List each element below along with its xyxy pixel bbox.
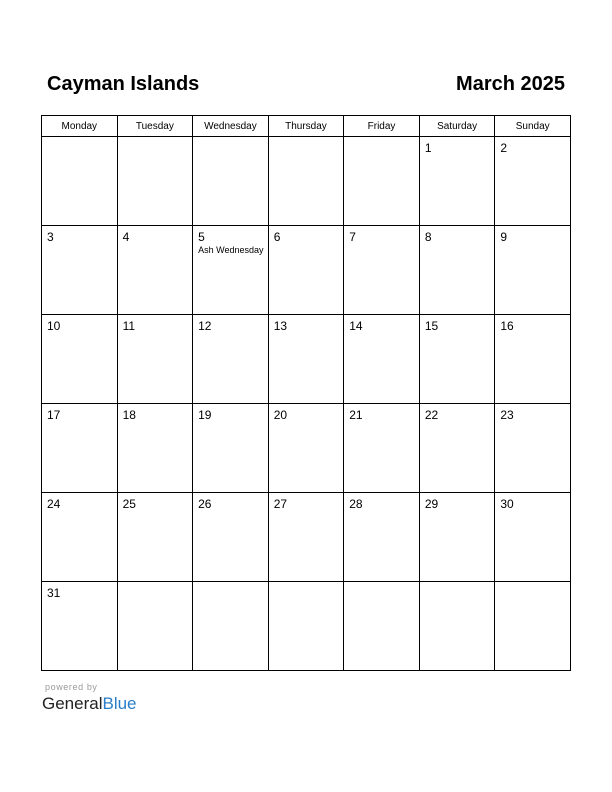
day-number: 29	[424, 497, 439, 511]
day-number	[420, 582, 495, 586]
day-cell	[117, 137, 193, 226]
day-number: 18	[122, 408, 136, 422]
day-cell	[344, 582, 420, 671]
day-number: 25	[122, 497, 136, 511]
day-cell	[268, 582, 344, 671]
week-row	[42, 493, 571, 582]
day-number: 10	[47, 319, 61, 333]
holiday-label: Ash Wednesday	[198, 245, 264, 255]
day-number	[344, 137, 419, 141]
day-cell	[117, 493, 193, 582]
brand-name-part1: General	[42, 694, 103, 713]
day-number	[42, 137, 117, 141]
day-number: 31	[47, 586, 61, 600]
day-cell	[42, 493, 118, 582]
weekday-header-row	[42, 116, 571, 137]
day-cell	[42, 315, 118, 404]
day-number: 5	[198, 230, 205, 244]
week-row	[42, 315, 571, 404]
calendar-grid	[41, 115, 571, 671]
day-number: 9	[500, 230, 508, 244]
day-number: 7	[349, 230, 356, 244]
day-cell	[419, 226, 495, 315]
day-number: 17	[47, 408, 61, 422]
day-number	[495, 582, 570, 586]
day-number: 6	[273, 230, 281, 244]
day-number: 24	[47, 497, 61, 511]
month-year-title: March 2025	[456, 73, 565, 95]
day-number	[269, 137, 344, 141]
day-cell	[42, 226, 118, 315]
day-number: 4	[122, 230, 130, 244]
day-cell	[495, 315, 571, 404]
day-number: 30	[500, 497, 514, 511]
day-number: 14	[349, 319, 363, 333]
brand-logo	[42, 693, 137, 715]
day-cell	[193, 315, 269, 404]
week-row	[42, 137, 571, 226]
weekday-header: Sunday	[495, 116, 571, 137]
day-cell	[268, 404, 344, 493]
day-cell	[193, 582, 269, 671]
day-cell	[193, 493, 269, 582]
day-cell	[268, 493, 344, 582]
day-number: 23	[500, 408, 514, 422]
day-cell	[268, 226, 344, 315]
day-cell	[117, 226, 193, 315]
day-number: 12	[198, 319, 212, 333]
day-cell	[344, 315, 420, 404]
day-number: 21	[349, 408, 363, 422]
weekday-header: Wednesday	[193, 116, 269, 137]
day-number	[193, 582, 268, 586]
day-number: 22	[424, 408, 439, 422]
day-cell	[117, 582, 193, 671]
day-cell	[268, 315, 344, 404]
weekday-header: Monday	[42, 116, 118, 137]
day-cell	[344, 137, 420, 226]
day-cell	[344, 493, 420, 582]
day-number	[118, 137, 193, 141]
day-number	[193, 137, 268, 141]
day-cell	[117, 404, 193, 493]
day-cell	[419, 137, 495, 226]
weekday-header: Tuesday	[117, 116, 193, 137]
day-cell	[495, 137, 571, 226]
day-number: 19	[198, 408, 212, 422]
day-cell	[419, 315, 495, 404]
week-row	[42, 226, 571, 315]
day-cell	[495, 493, 571, 582]
day-cell	[495, 404, 571, 493]
day-cell	[344, 404, 420, 493]
day-number: 8	[424, 230, 432, 244]
day-cell	[117, 315, 193, 404]
weekday-header: Saturday	[419, 116, 495, 137]
day-cell	[344, 226, 420, 315]
day-cell	[495, 226, 571, 315]
day-cell	[193, 226, 269, 315]
powered-by-label: powered by	[45, 682, 98, 692]
day-cell	[42, 137, 118, 226]
day-number: 11	[122, 319, 136, 333]
weekday-header: Friday	[344, 116, 420, 137]
day-cell	[495, 582, 571, 671]
day-number: 28	[349, 497, 363, 511]
day-number	[344, 582, 419, 586]
day-number: 26	[198, 497, 212, 511]
day-cell	[419, 404, 495, 493]
day-cell	[193, 404, 269, 493]
day-number: 15	[424, 319, 439, 333]
week-row	[42, 404, 571, 493]
day-cell	[419, 582, 495, 671]
day-number	[118, 582, 193, 586]
day-number	[269, 582, 344, 586]
day-cell	[419, 493, 495, 582]
day-number: 16	[500, 319, 514, 333]
day-number: 20	[273, 408, 288, 422]
day-number: 27	[273, 497, 288, 511]
day-cell	[193, 137, 269, 226]
day-number: 2	[500, 141, 508, 155]
day-cell	[42, 404, 118, 493]
day-cell	[42, 582, 118, 671]
day-number: 1	[424, 141, 432, 155]
week-row	[42, 582, 571, 671]
brand-name-part2: Blue	[102, 694, 137, 713]
day-number: 13	[273, 319, 288, 333]
day-cell	[268, 137, 344, 226]
weekday-header: Thursday	[268, 116, 344, 137]
country-title: Cayman Islands	[47, 73, 200, 95]
day-number: 3	[47, 230, 54, 244]
